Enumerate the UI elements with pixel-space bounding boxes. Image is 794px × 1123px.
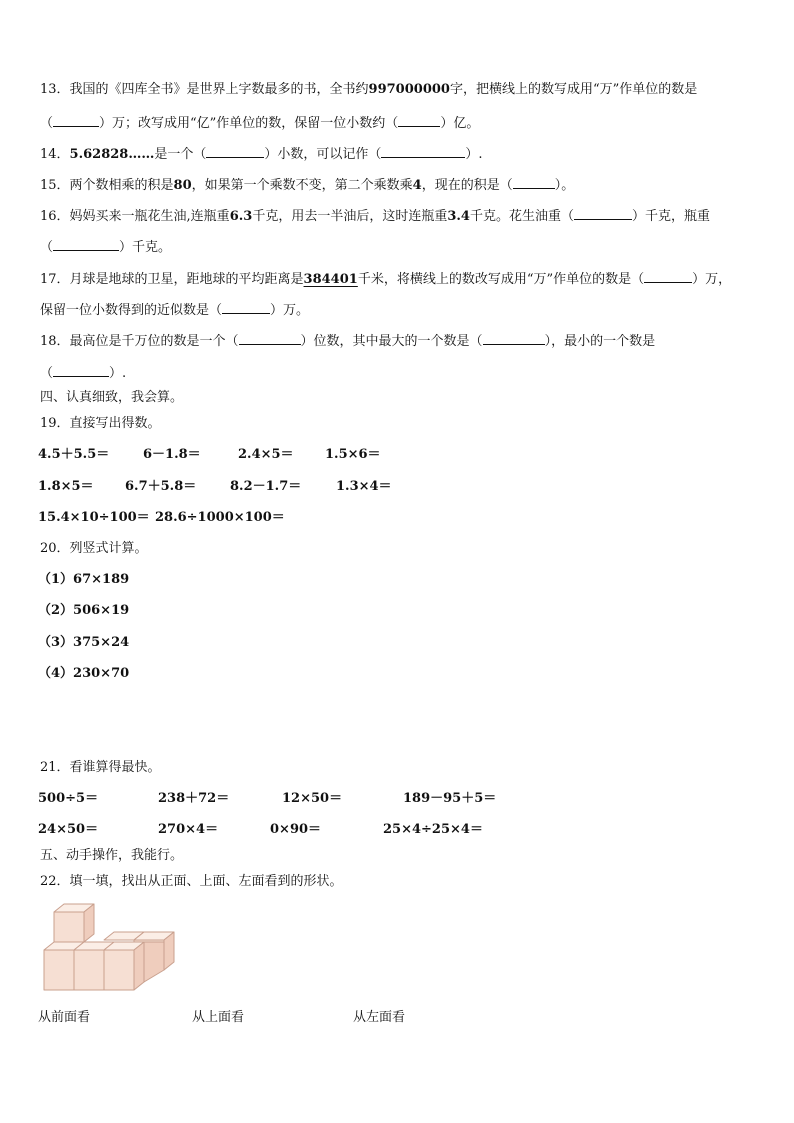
q13-line1 (40, 81, 697, 99)
q15-num1: 80 (173, 178, 192, 193)
section-5-heading: 五、动手操作，我能行。 (40, 848, 184, 863)
q19-problem: 6.7＋5.8＝ (125, 479, 197, 494)
q16-text-e: ）千克。 (119, 240, 172, 255)
section-4-heading: 四、认真细致，我会算。 (40, 390, 184, 405)
q18-blank-2[interactable] (483, 332, 545, 345)
q21-problem: 189－95＋5＝ (403, 791, 497, 806)
q19-problem: 1.8×5＝ (38, 479, 94, 494)
q15-text-b: ，如果第一个乘数不变，第二个乘数乘 (191, 178, 413, 193)
q19-problem: 15.4×10÷100＝ (38, 510, 150, 525)
cube-front-3 (104, 942, 144, 990)
q17-text-c: ）万， (692, 272, 732, 287)
cube-top-left (54, 904, 94, 942)
q14-line (40, 145, 483, 164)
q21-problem: 270×4＝ (158, 822, 219, 837)
cube-right-back (144, 942, 164, 982)
q16-line2 (40, 238, 171, 257)
q19-problem: 2.4×5＝ (238, 447, 294, 462)
q16-blank-2[interactable] (53, 238, 119, 251)
cube-stack-figure (40, 900, 175, 995)
q18-text-b: ）位数，其中最大的一个数是（ (300, 334, 483, 349)
q18-text-d: ）. (109, 366, 127, 381)
q22-title: 22．填一填，找出从正面、上面、左面看到的形状。 (40, 874, 343, 889)
q19-problem: 1.5×6＝ (325, 447, 381, 462)
q14-number-label: 14． (40, 147, 70, 162)
q20-item-1: （1）67×189 (38, 572, 130, 587)
q16-text-c: 千克。花生油重（ (469, 209, 574, 224)
q14-text-d: ）. (465, 147, 483, 162)
q13-line2 (40, 114, 479, 133)
q17-blank-2[interactable] (222, 301, 270, 314)
q13-text-a: 13．我国的《四库全书》是世界上字数最多的书，全书约 (40, 82, 369, 97)
q14-text-b: 是一个（ (154, 147, 207, 162)
q18-blank-1[interactable] (239, 332, 301, 345)
q17-text-e: ）万。 (270, 303, 310, 318)
q17-text-d: 保留一位小数得到的近似数是（ (40, 303, 223, 318)
q19-problem: 8.2－1.7＝ (230, 479, 302, 494)
q21-problem: 0×90＝ (270, 822, 322, 837)
q21-problem: 238＋72＝ (158, 791, 230, 806)
q15-blank[interactable] (513, 176, 555, 189)
q13-number: 997000000 (368, 82, 450, 97)
q15-text-c: ，现在的积是（ (421, 178, 513, 193)
q15-text-d: ）。 (554, 178, 575, 193)
view-top-label: 从上面看 (192, 1010, 245, 1025)
q16-text-b: 千克，用去一半油后，这时连瓶重 (252, 209, 448, 224)
q14-blank-1[interactable] (206, 145, 264, 158)
q21-problem: 24×50＝ (38, 822, 99, 837)
q13-paren-open: （ (40, 116, 54, 131)
q13-text-b: 字，把横线上的数写成用“万”作单位的数是 (449, 82, 698, 97)
q19-problem: 28.6÷1000×100＝ (155, 510, 285, 525)
q17-underlined-number: 384401 (303, 272, 358, 287)
q16-num1: 6.3 (229, 209, 253, 224)
q16-text-a: 16．妈妈买来一瓶花生油,连瓶重 (40, 209, 230, 224)
q15-num2: 4 (412, 178, 422, 193)
q19-problem: 1.3×4＝ (336, 479, 392, 494)
q13-text-c: ）万；改写成用“亿”作单位的数，保留一位小数约（ (99, 116, 399, 131)
q18-text-a: 18．最高位是千万位的数是一个（ (40, 334, 239, 349)
q20-item-2: （2）506×19 (38, 603, 130, 618)
q18-text-c: ），最小的一个数是 (544, 334, 656, 349)
q13-blank-2[interactable] (398, 114, 440, 127)
q20-item-3: （3）375×24 (38, 635, 130, 650)
q21-problem: 500÷5＝ (38, 791, 99, 806)
view-left-label: 从左面看 (353, 1010, 406, 1025)
q17-text-b: 千米，将横线上的数改写成用“万”作单位的数是（ (357, 272, 645, 287)
q18-line2 (40, 364, 126, 383)
q17-blank-1[interactable] (644, 270, 692, 283)
q18-blank-3[interactable] (53, 364, 109, 377)
q16-blank-1[interactable] (574, 207, 632, 220)
q19-problem: 4.5＋5.5＝ (38, 447, 110, 462)
q18-paren-open: （ (40, 366, 54, 381)
q16-num2: 3.4 (447, 209, 470, 224)
q16-line1 (40, 207, 710, 226)
q15-text-a: 15．两个数相乘的积是 (40, 178, 174, 193)
q14-text-c: ）小数，可以记作（ (264, 147, 382, 162)
q19-title: 19．直接写出得数。 (40, 416, 161, 431)
q13-blank-1[interactable] (53, 114, 99, 127)
view-front-label: 从前面看 (38, 1010, 91, 1025)
q20-item-4: （4）230×70 (38, 666, 130, 681)
q13-text-d: ）亿。 (440, 116, 480, 131)
q20-title: 20．列竖式计算。 (40, 541, 148, 556)
q21-problem: 25×4÷25×4＝ (383, 822, 483, 837)
q19-problem: 6－1.8＝ (143, 447, 201, 462)
q14-value: 5.62828…… (69, 147, 155, 162)
q21-title: 21．看谁算得最快。 (40, 760, 161, 775)
q21-problem: 12×50＝ (282, 791, 343, 806)
q17-line2 (40, 301, 309, 320)
q17-line1 (40, 270, 731, 289)
q18-line1 (40, 332, 655, 351)
q14-blank-2[interactable] (381, 145, 465, 158)
q16-text-d: ）千克，瓶重 (631, 209, 710, 224)
q16-paren-open: （ (40, 240, 54, 255)
q15-line (40, 176, 574, 195)
q17-text-a: 17．月球是地球的卫星，距地球的平均距离是 (40, 272, 304, 287)
